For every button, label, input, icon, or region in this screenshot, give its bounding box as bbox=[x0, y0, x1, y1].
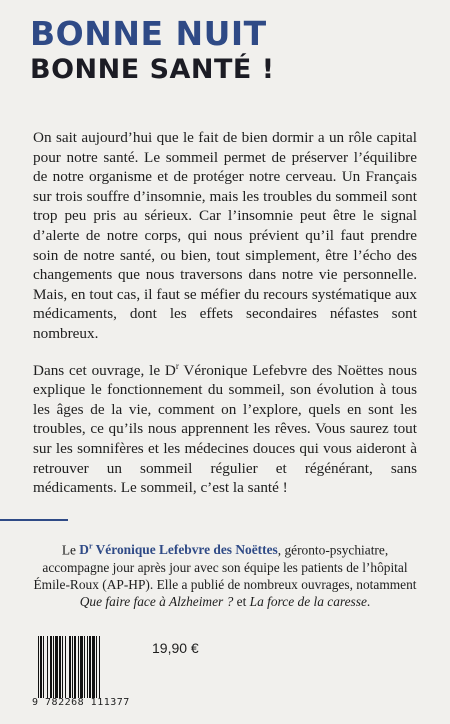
paragraph-2-start: Dans cet ouvrage, le D bbox=[33, 361, 176, 379]
author-dr-sup: r bbox=[88, 542, 93, 551]
author-end: . bbox=[366, 594, 371, 610]
author-bio bbox=[30, 538, 420, 610]
title-line-1: BONNE NUIT bbox=[30, 14, 267, 53]
barcode bbox=[32, 636, 144, 710]
barcode-bar bbox=[100, 636, 101, 698]
barcode-bars bbox=[38, 636, 144, 698]
book-title-2: La force de la caresse bbox=[249, 594, 367, 610]
back-cover-text bbox=[33, 128, 417, 511]
book-title-1: Que faire face à Alzheimer ? bbox=[79, 594, 234, 610]
title-line-2: BONNE SANTÉ ! bbox=[30, 54, 275, 85]
paragraph-2-rest: Véronique Lefebvre des Noëttes nous explique le fonctionnement du sommeil, son évolution à tous les âges de la vie, comment on l’explore, quels en sont les troubles, ce qu’ils nous apprennent les rêves. Vous saurez tout sur les somnifères et les médecines douces qui vous aideront à retrouver un sommeil régulier et régénérant, sans médicaments. Le sommeil, c’est la santé ! bbox=[33, 361, 417, 497]
author-name: Véronique Lefebvre des Noëttes bbox=[92, 542, 278, 558]
paragraph-1: On sait aujourd’hui que le fait de bien dormir a un rôle capital pour notre santé. Le sommeil permet de préserver l’équilibre de notre organisme et de protéger notre cerveau. Un Français sur trois souffre d’insomnie, mais les troubles du sommeil sont trop peu pris au sérieux. Car l’insomnie peut être le signal d’alerte de notre corps, qui nous prévient qu’il faut prendre soin de notre santé, ou bien, tout simplement, être l’écho des changements que nous traversons dans notre vie personnelle. Mais, en tout cas, il faut se méfier du recours systématique aux médicaments, dont les effets secondaires néfastes sont nombreux. bbox=[33, 129, 417, 342]
author-bio-text: , géronto-psychiatre, accompagne jour après jour avec son équipe les patients de l’hôpital Émile-Roux (AP-HP). Elle a publié de nombreux ouvrages, notamment bbox=[33, 542, 417, 592]
author-title bbox=[79, 542, 277, 557]
barcode-digits: 9 782268 111377 bbox=[32, 697, 130, 708]
author-prefix: Le bbox=[61, 542, 80, 558]
title-block bbox=[30, 14, 275, 86]
doctor-superscript: r bbox=[175, 360, 179, 371]
paragraph-2 bbox=[33, 357, 417, 498]
divider-rule bbox=[0, 519, 68, 521]
author-dr: D bbox=[79, 542, 89, 558]
author-and: et bbox=[233, 594, 250, 610]
price: 19,90 € bbox=[152, 640, 199, 656]
